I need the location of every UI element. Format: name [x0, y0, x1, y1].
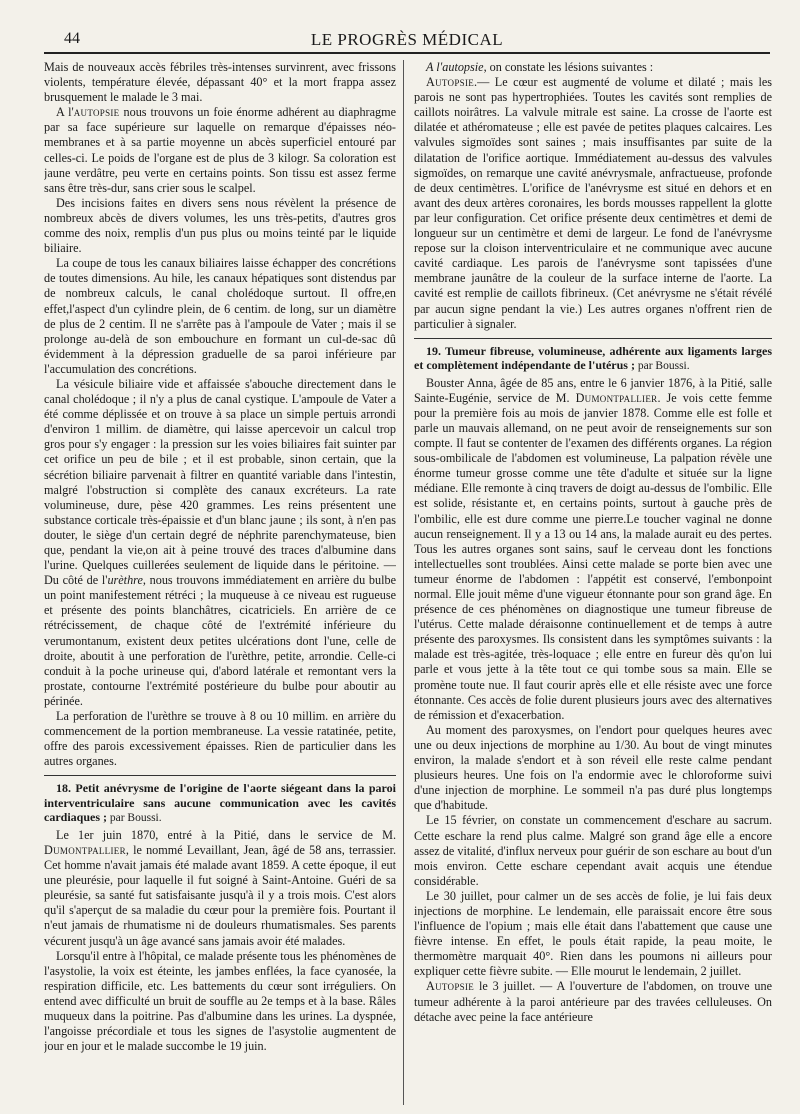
paragraph: A l'autopsie, on constate les lésions suivantes : — [426, 60, 654, 74]
paragraph: Mais de nouveaux accès fébriles très-intenses survinrent, avec frissons violents, température élevée, dépassant 40° et la mort frappa assez brusquement le malade le 3 mai. — [44, 60, 396, 105]
paragraph: Le 30 juillet, pour calmer un de ses accès de folie, je lui fais deux injections de morphine. Le lendemain, elle paraissait encore être sous l'influence de l'opium ; mais elle était dans l'abattement que cause une fièvre intense. En effet, le pouls était rapide, la peau moite, le thermomètre marquait 40°. Rien dans les poumons ni ailleurs pour expliquer cette fièvre subite. — Elle mourut le lendemain, 2 juillet. — [414, 888, 772, 979]
section-rule — [44, 775, 396, 776]
section-rule — [414, 338, 772, 339]
section-heading-18: 18. Petit anévrysme de l'origine de l'aorte siégeant dans la paroi interventriculaire sans aucune communication avec les cavités cardiaques ; par Boussi. — [44, 781, 396, 825]
paragraph: Autopsie le 3 juillet. — A l'ouverture de l'abdomen, on trouve une tumeur adhérente à la paroi antérieure par des travées celluleuses. On détache avec peine la face antérieure — [414, 979, 772, 1024]
paragraph: La perforation de l'urèthre se trouve à 8 ou 10 millim. en arrière du commencement de la portion membraneuse. La vessie ratatinée, petite, offre des parois excessivement épaisses. Rien de particulier dans les autres organes. — [44, 709, 396, 769]
paragraph: Lorsqu'il entre à l'hôpital, ce malade présente tous les phénomènes de l'asystolie, la voix est éteinte, les jambes enflées, la face cyanosée, la respiration difficile, etc. Les battements du cœur sont irréguliers. On entend avec difficulté un bruit de souffle au 2e temps et à la base. Râles muqueux dans la poitrine. Pas d'albumine dans les urines. La dyspnée, l'angoisse précordiale et tous les signes de l'asystolie augmentent de jour en jour et le malade succombe le 19 juin. — [44, 948, 396, 1054]
page-header — [44, 22, 770, 54]
paragraph: Le 1er juin 1870, entré à la Pitié, dans le service de M. Dumontpallier, le nommé Levaillant, Jean, âgé de 58 ans, terrassier. Cet homme n'avait jamais été malade avant 1859. A cette époque, il eut une pleurésie, pour laquelle il fut soigné à Saint-Antoine. Guéri de sa pleurésie, sa santé fut satisfaisante jusqu'à il y a trois mois. C'est alors qu'il s'aperçut de sa maladie du cœur pour la première fois. Pourtant il n'eut jamais de rhumatisme ni de douleurs rhumatismales. Ses parents vécurent jusqu'à un âge avancé sans jamais avoir été malades. — [44, 827, 396, 948]
column-divider — [403, 60, 404, 1105]
paragraph: Des incisions faites en divers sens nous révèlent la présence de nombreux abcès de divers volumes, les uns très-petits, d'autres gros comme des noix, remplis d'un pus plus ou moins teinté par le liquide biliaire. — [44, 195, 396, 256]
paragraph: Au moment des paroxysmes, on l'endort pour quelques heures avec une ou deux injections de morphine au 1/30. Au bout de vingt minutes environ, la malade s'endort et à son réveil elle reste calme pendant plusieurs heures. Une fois on l'a endormie avec le chloroforme suivi d'une injection de morphine. Le sommeil n'a pas duré plus longtemps que d'habitude. — [414, 722, 772, 813]
section-heading-19: 19. Tumeur fibreuse, volumineuse, adhérente aux ligaments larges et complètement indépendante de l'utérus ; par Boussi. — [414, 343, 772, 373]
paragraph: Autopsie.— Le cœur est augmenté de volume et dilaté ; mais les parois ne sont pas hypertrophiées. Toutes les cavités sont remplies de caillots noirâtres. La valvule mitrale est saine. La crosse de l'aorte est dilatée et athéromateuse ; elle est pavée de petites plaques calcaires. Les valvules sigmoïdes sont saines ; mais insuffisantes par suite de la dilatation de l'orifice aortique. Immédiatement au-dessus des valvules sigmoïdes, on remarque une cavité anévrysmale, anfractueuse, profonde de deux centimètres. L'orifice de l'anévrysme est situé en dehors et en avant des deux artères coronaires, les bords mousses rappellent la glotte par leur configuration. Cet orifice présente deux centimètres et demi de longueur sur un centimètre et demi de largeur. Le fond de l'anévrysme repose sur la cloison interventriculaire et ne communique avec aucune cavité cardiaque. Les parois de l'anévrysme sont tapissées d'une membrane jaunâtre de la couleur de la surface interne de l'aorte. La cavité est remplie de caillots fibrineux. (Cet anévrysme ne s'était révélé par aucun signe pendant la vie.) Les autres organes n'offrent rien de particulier à signaler. — [414, 75, 772, 331]
page-number: 44 — [64, 30, 80, 47]
paragraph: Bouster Anna, âgée de 85 ans, entre le 6 janvier 1876, à la Pitié, salle Sainte-Eugénie, service de M. Dumontpallier. Je vois cette femme pour la première fois au mois de janvier 1878. Comme elle est folle et parle un mauvais allemand, on ne peut avoir de renseignements sur son compte. Il faut se contenter de l'examen des différents organes. La région sous-ombilicale de l'abdomen est volumineuse, La palpation révèle une énorme tumeur grosse comme une tête d'adulte et située sur la ligne médiane. Elle remonte à cinq travers de doigt au-dessus de l'ombilic. Elle est solide, résistante et, en certains points, surtout à gauche près de l'ombilic, elle est dure comme une pierre.Le toucher vaginal ne donne aucun renseignement. Il y a 13 ou 14 ans, la malade aurait eu des pertes. Tous les autres organes sont sains, sauf le cerveau dont les fonctions intellectuelles sont troublées. Ainsi cette malade se porte bien avec une tumeur énorme de l'abdomen : l'appétit est conservé, l'embonpoint normal. Elle jouit même d'une vigueur étonnante pour son grand âge. En présence de ces phénomènes on diagnostique une tumeur fibreuse de l'utérus. Cette malade déraisonne continuellement et de temps à autre présente des paroxysmes. Ils consistent dans les symptômes suivants : la malade est très-agitée, très-loquace ; elle entre en fureur dès qu'on lui parle et vous jette à la tête tout ce qui tombe sous sa main. Elle se promène toute nue. Il faut courir après elle et elle résiste avec une force étonnante. Ces accès de folie durent plusieurs jours avec des alternatives de rémission et d'exacerbation. — [414, 375, 772, 722]
paragraph: Le 15 février, on constate un commencement d'eschare au sacrum. Cette eschare la rend plus calme. Malgré son grand âge elle a encore assez de vitalité, d'influx nerveux pour guérir de son eschare au bout d'un mois environ. Cette eschare cependant avait acquis une étendue considérable. — [414, 813, 772, 888]
left-column — [44, 60, 396, 1105]
paragraph: La vésicule biliaire vide et affaissée s'abouche directement dans le canal cholédoque ; il n'y a plus de canal cystique. L'ampoule de Vater a été comme déplissée et on trouve à sa place un simple pertuis arrondi d'environ 1 millim. de diamètre, qui laisse apercevoir un calcul trop gros pour s'y engager : la pression sur les voies biliaires fait suinter par cet orifice un peu de bile ; et il est probable, sinon certain, que la sécrétion biliaire parvenait à filtrer en quantité variable dans l'intestin, malgré l'obstruction si complète des canaux excréteurs. La rate volumineuse, dure, pèse 420 grammes. Les reins présentent une substance corticale très-épaissie et d'un blanc jaune ; ils sont, à n'en pas douter, le siège d'un certain degré de néphrite parenchymateuse, bien que, pendant la vie,on ait à peine trouvé des traces d'albumine dans l'urine. Quelques cuillerées seulement de liquide dans le péritoine. — Du côté de l'urèthre, nous trouvons immédiatement en arrière du bulbe un point manifestement rétréci ; la muqueuse à ce niveau est rugueuse et présente des points blanchâtres, cicatriciels. En arrière de ce rétrécissement, de chaque côté de l'extrémité inférieure du verumontanum, existent deux petites ulcérations dont l'une, celle de droite, aboutit à une perforation de l'urèthre, petite, arrondie. Celle-ci conduit à la poche urineuse qui, d'abord latérale et remontant vers la prostate, contourne l'extrémité postérieure du bulbe pour aboutir au périnée. — [44, 376, 396, 708]
paragraph: La coupe de tous les canaux biliaires laisse échapper des concrétions de toutes dimensions. Au hile, les canaux hépatiques sont distendus par de nombreux calculs, le canal cholédoque surtout. Il offre,en effet,l'aspect d'un cylindre plein, de 6 centim. de long, sur un diamètre de plus de 2 centim. Il ne s'arrête pas à l'ampoule de Vater ; mais il se prolonge au-delà de son embouchure en formant un cul-de-sac dû évidemment à la dépression graduelle de sa paroi inférieure par l'accumulation des concrétions. — [44, 256, 396, 376]
paragraph: A l'autopsie nous trouvons un foie énorme adhérent au diaphragme par sa face supérieure sur laquelle on remarque d'épaisses néo-membranes et à sa partie moyenne un abcès superficiel entouré par celles-ci. Le poids de l'organe est de plus de 3 kilogr. Sa coloration est jaune verdâtre, peu verte en certains points. Son tissu est assez ferme sans être très-dur, sans crier sous le scalpel. — [44, 105, 396, 195]
right-column — [414, 60, 772, 1105]
journal-title: LE PROGRÈS MÉDICAL — [310, 30, 504, 49]
